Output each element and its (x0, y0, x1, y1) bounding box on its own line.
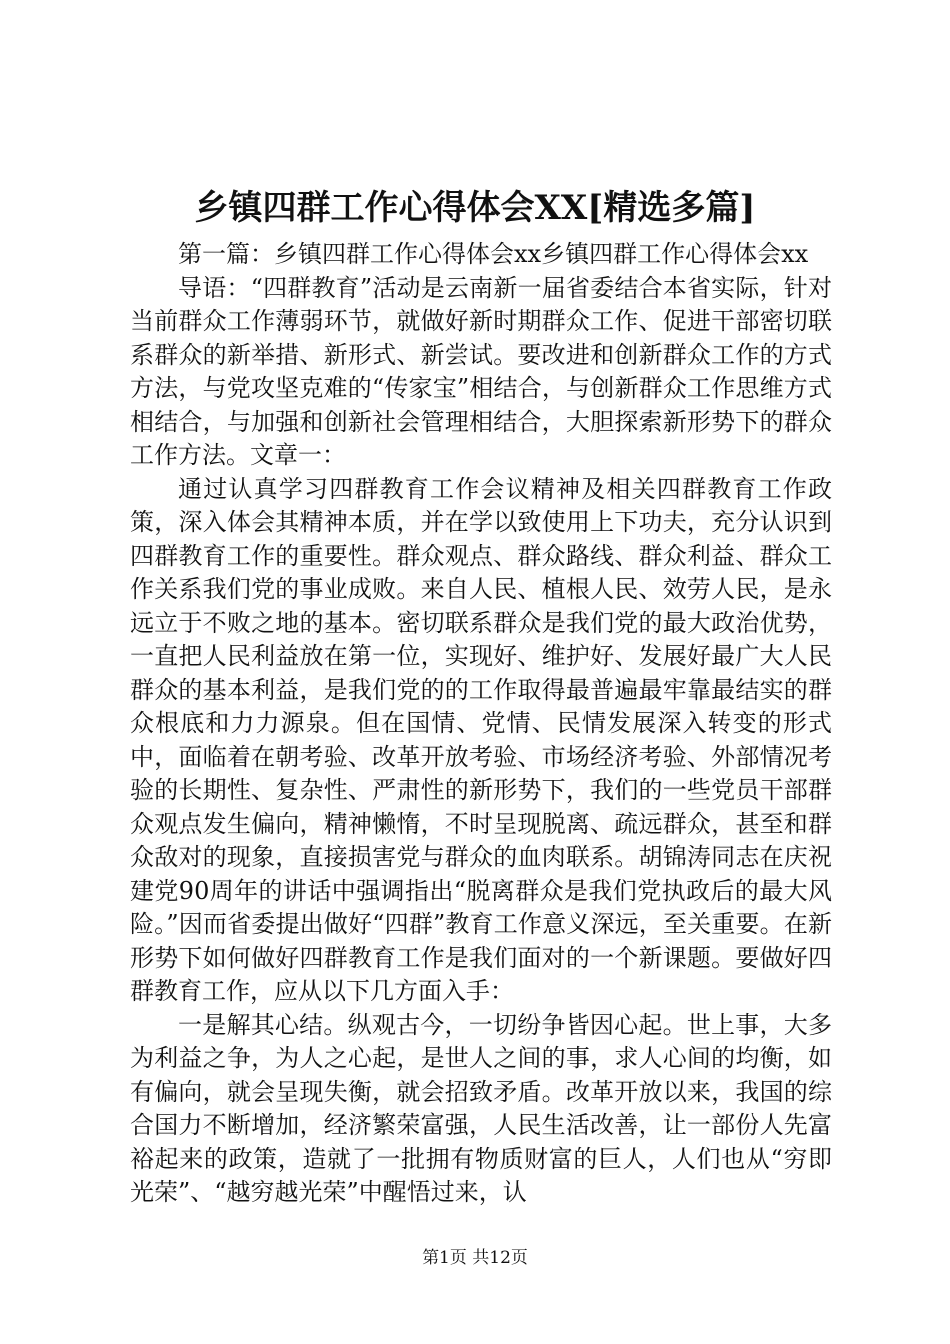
page-footer: 第1页 共12页 (422, 1248, 528, 1268)
document-title: 乡镇四群工作心得体会XX[精选多篇] (194, 188, 756, 228)
document-body (130, 238, 832, 1210)
paragraph-heading: 第一篇：乡镇四群工作心得体会xx乡镇四群工作心得体会xx (178, 240, 809, 268)
paragraph-point-one: 一是解其心结。纵观古今，一切纷争皆因心起。世上事，大多为利益之争，为人之心起，是世人之间的事，求人心间的均衡，如有偏向，就会呈现失衡，就会招致矛盾。改革开放以来，我国的综合国力不断增加，经济繁荣富强，人民生活改善，让一部份人先富裕起来的政策，造就了一批拥有物质财富的巨人，人们也从“穷即光荣”、“越穷越光荣”中醒悟过来，认 (130, 1010, 832, 1206)
paragraph-main: 通过认真学习四群教育工作会议精神及相关四群教育工作政策，深入体会其精神本质，并在学以致使用上下功夫，充分认识到四群教育工作的重要性。群众观点、群众路线、群众利益、群众工作关系我们党的事业成败。来自人民、植根人民、效劳人民，是永远立于不败之地的基本。密切联系群众是我们党的最大政治优势，一直把人民利益放在第一位，实现好、维护好、发展好最广大人民群众的基本利益，是我们党的的工作取得最普遍最牢靠最结实的群众根底和力力源泉。但在国情、党情、民情发展深入转变的形式中，面临着在朝考验、改革开放考验、市场经济考验、外部情况考验的长期性、复杂性、严肃性的新形势下，我们的一些党员干部群众观点发生偏向，精神懒惰，不时呈现脱离、疏远群众，甚至和群众敌对的现象，直接损害党与群众的血肉联系。胡锦涛同志在庆祝建党90周年的讲话中强调指出“脱离群众是我们党执政后的最大风险。”因而省委提出做好“四群”教育工作意义深远，至关重要。在新形势下如何做好四群教育工作是我们面对的一个新课题。要做好四群教育工作，应从以下几方面入手： (130, 474, 832, 1005)
paragraph-intro: 导语：“四群教育”活动是云南新一届省委结合本省实际，针对当前群众工作薄弱环节，就做好新时期群众工作、促进干部密切联系群众的新举措、新形式、新尝试。要改进和创新群众工作的方式方法，与党攻坚克难的“传家宝”相结合，与创新群众工作思维方式相结合，与加强和创新社会管理相结合，大胆探索新形势下的群众工作方法。文章一： (130, 273, 832, 469)
